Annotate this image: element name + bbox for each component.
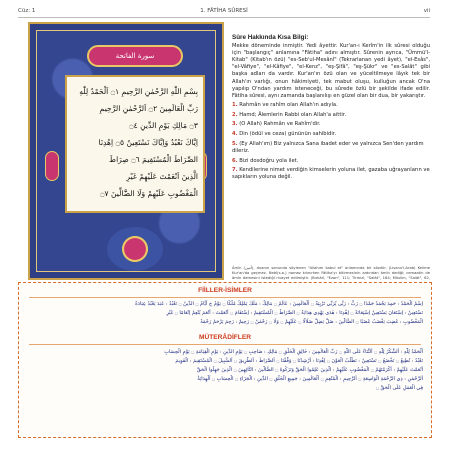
verse-text: Rahmân ve rahîm olan Allah'ın adıyla. [239, 101, 338, 108]
synonym-row: اَلْحَمْدُ لِلّٰهِ : اَلشُّكْرُ لِلّٰهِ ۝ اَلثَّنَاءُ عَلَى اللّٰهِ ۝ رَبِّ الْعَالَمِينَ : خَالِقِ الْخَلْقِ ۝ مَالِكِ : صَاحِبِ ۝ يَوْمِ الدِّينِ : يَوْمِ الْقِيَامَةِ ۝ يَوْمِ الْحِسَابِ [164, 349, 423, 355]
verse-item [232, 121, 430, 128]
section-divider [29, 344, 421, 345]
verse-item [232, 112, 430, 119]
verse-number: 2. [232, 111, 238, 118]
synonym-row: نَعْبُدُ : نُطِيعُ ۝ نَخْضَعُ ۝ نَسْتَعِينُ : نَطْلُبُ الْعَوْنَ ۝ اِهْدِنَا : اَرْشِدْنَا ۝ وَفِّقْنَا ۝ اَلصِّرَاطَ : اَلطَّرِيقَ ۝ اَلسَّبِيلَ ۝ الْمُسْتَقِيمَ : الْقَوِيمَ [175, 358, 423, 364]
section-title-verbs-nouns: FİİLLER-İSİMLER [198, 287, 252, 294]
surah-header-title: 1. FÂTİHA SÛRESİ [200, 8, 248, 14]
footnote: Âmîn (آمين), duanın sonunda söylenen "Allahım kabul et" anlamında bir sözdür. (Lisanu'l-Arab) Kelime Kur'an'da geçmez. Nebî(s.a.) namaz kılınırken Fâtiha'yı bitirmesinin ardından âmîn dediği; cemaatin de âmîn demesini istediği rivayet edilmiştir. (Buhârî, "Ezan", 111; Tirmizî, "Salât", 184; Müslim, "Salât", 62, [232, 266, 430, 281]
vocabulary-box [18, 282, 432, 438]
verse-number: 4. [232, 131, 238, 138]
synonym-row: اَنْعَمْتَ عَلَيْهِمْ : اَكْرَمْتَهُمْ ۝ الْمَغْضُوبِ عَلَيْهِمْ : الَّذِينَ عَلِمُوا الْحَقَّ وَتَرَكُوهُ ۝ الضَّالِّينَ : التَّائِهِينَ ۝ الَّذِينَ جَهِلُوا الْحَقَّ [196, 367, 423, 373]
synonyms-rows [27, 348, 423, 393]
arabic-line: الَّذِينَ اَنْعَمْتَ عَلَيْهِمْ غَيْرِ [126, 172, 198, 181]
header-divider [18, 17, 430, 18]
verse-item [232, 167, 430, 181]
verbs-nouns-rows [27, 300, 423, 327]
arabic-line: ۝٣ مَالِكِ يَوْمِ الدِّينِ ۝٤ [129, 121, 198, 130]
medallion-ornament [107, 227, 163, 271]
verse-number: 1. [232, 101, 238, 108]
synonym-row: اَلرَّحْمٰنِ : ذِي الرَّحْمَةِ الْوَاسِعَةِ ۝ اَلرَّحِيمِ : الْمُنْعِمِ ۝ اَلْعَالَمِينَ : جَمِيعِ الْخَلْقِ ۝ الدِّينِ : الْجَزَاءِ ۝ الْحِسَابِ ۝ اَلْهِدَايَةُ [197, 376, 423, 382]
verse-number: 5. [232, 141, 238, 148]
verse-text: Kendilerine nimet verdiğin kimselerin yoluna ilet, gazaba uğrayanların ve sapıkların yoluna değil. [232, 167, 430, 181]
arabic-line: رَبِّ الْعَالَمِينَ ۝٢ اَلرَّحْمٰنِ الرَّحِيمِ [99, 104, 198, 113]
verse-item [232, 141, 430, 155]
arabic-text-box [65, 75, 205, 213]
verse-number: 6. [232, 157, 238, 164]
verse-text: Bizi dosdoğru yola ilet. [239, 157, 299, 164]
verse-item [232, 158, 430, 165]
verse-text: (O Allah) Rahmân ve Rahîm'dir. [239, 121, 321, 128]
juz-label: Cüz: 1 [18, 8, 36, 14]
ornament-frame [36, 30, 216, 272]
verse-number: 3. [232, 121, 238, 128]
arabic-line: الصِّرَاطَ الْمُسْتَقِيمَ ۝٦ صِرَاطَ [109, 155, 198, 164]
section-title-synonyms: MÜTERÂDİFLER [198, 334, 251, 341]
arabic-line: الْمَغْضُوبِ عَلَيْهِمْ وَلَا الضَّٓالِّينَ ۝٧ [100, 189, 198, 198]
page-number: vii [423, 8, 430, 14]
vocab-row: الْمَغْضُوبِ : غَضِبَ يَغْضَبُ غَضَبًا ۝ الضَّالِّينَ : ضَلَّ يَضِلُّ ضَلَالًا ۝ عَلَيْهِمْ ۝ وَلَا ۝ رَحْمٰنٌ ۝ رَحِيمٌ : رَحِمَ يَرْحَمُ رَحْمَةً [200, 319, 423, 325]
vocab-row: اِسْمٌ الْحَمْدُ : حَمِدَ يَحْمَدُ حَمْدًا ۝ رَبٌّ : رَبَّى يُرَبِّي تَرْبِيَةً ۝ اَلْعَالَمِينَ : عَالَمٌ ۝ مَالِكٌ : مَلَكَ يَمْلِكُ مُلْكًا ۝ يَوْمٌ ج اَيَّامٌ ۝ الدِّينُ ۝ نَعْبُدُ : عَبَدَ يَعْبُدُ عِبَادَةً [135, 301, 423, 307]
arabic-line: بِسْمِ اللّٰهِ الرَّحْمٰنِ الرَّحِيمِ ۝١ اَلْحَمْدُ لِلّٰهِ [79, 87, 198, 96]
info-title: Sûre Hakkında Kısa Bilgi: [232, 34, 309, 41]
section-divider [29, 297, 421, 298]
verse-item [232, 131, 430, 138]
arabic-line: اِيَّاكَ نَعْبُدُ وَاِيَّاكَ نَسْتَعِينُ ۝٥ اِهْدِنَا [98, 138, 198, 147]
synonym-row: فِي الْعَمَلِ عَلَى الْحَقِّ ۝ [376, 385, 423, 391]
verse-text: (Ey Allah'ım) Biz yalnızca Sana ibadet eder ve yalnızca Sen'den yardım dileriz. [232, 141, 424, 154]
left-ornament [45, 151, 59, 181]
surah-cartouche: سورة الفاتحة [87, 45, 183, 67]
verse-text: Din (ödül ve ceza) gününün sahibidir. [239, 131, 337, 138]
verse-translation-list [232, 102, 430, 181]
verse-item [232, 102, 430, 109]
verse-number: 7. [232, 167, 238, 174]
surah-info [232, 34, 430, 184]
vocab-row: نَسْتَعِينُ : اِسْتَعَانَ يَسْتَعِينُ اِسْتِعَانَةً ۝ اِهْدِنَا : هَدَى يَهْدِي هِدَايَةً ۝ الصِّرَاطُ ۝ الْمُسْتَقِيمُ : اِسْتَقَامَ ۝ اَنْعَمْتَ : اَنْعَمَ يُنْعِمُ اِنْعَامًا ۝ غَيْرِ [166, 310, 423, 316]
mushaf-panel [28, 22, 224, 280]
verse-text: Hamd; Âlemlerin Rabbi olan Allah'a aittir. [239, 111, 347, 118]
info-paragraph: Mekke döneminde inmiştir. Yedi âyettir. Kur'an-ı Kerîm'in ilk sûresi olduğu için "başlangıç" anlamına "Fâtiha" adını almıştır. Sûrenin ayrıca, "Ümmü'l-Kitab" (Kitab'ın özü) "es-Seb'ul-Mesânî" (Tekrarlanan yedi âyet), "el-Esâs", "el-Vâfiye", "el-Kâfiye", "el-Kenz", "eş-Şifâ", "eş-Şükr" ve "es-Salât" gibi başka adları da vardır. Kur'an'ın özü olan ve yüceltilmeye lâyık tek bir Allah'ın varlığı, onun hâkimiyeti, tek mabut oluşu, kulluğun ancak O'na yapılıp O'ndan yardım isteneceği, bu sûrede özlü bir şekilde ifade edilir. Fâtiha sûresi, aynı zamanda başlanılışı en güzel olan bir dua, bir yakarıştır. [232, 43, 430, 99]
